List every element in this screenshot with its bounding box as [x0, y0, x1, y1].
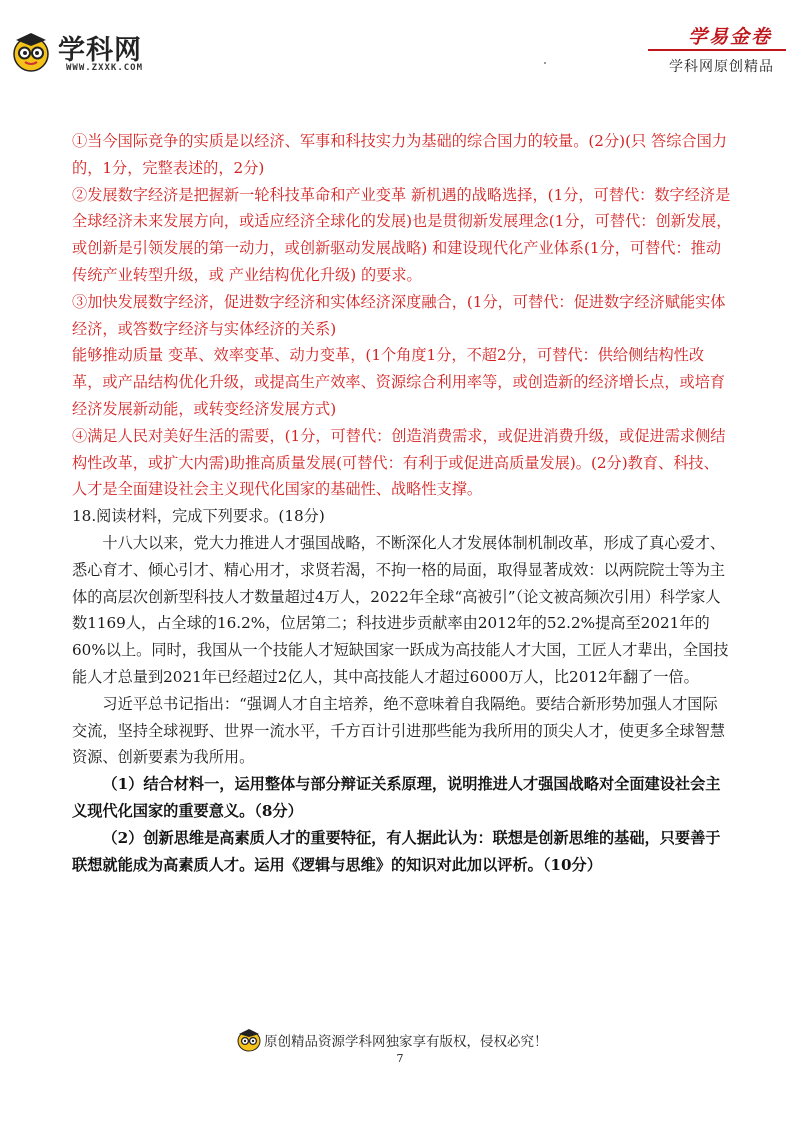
page-content [72, 128, 732, 878]
mascot-icon [10, 30, 52, 72]
answer-paragraph-3: ③加快发展数字经济，促进数字经济和实体经济深度融合，(1分，可替代：促进数字经济赋能实体经济，或答数字经济与实体经济的关系) [72, 292, 726, 338]
zxxk-logo[interactable] [10, 30, 170, 76]
question-material [72, 530, 732, 771]
brand-title: 学易金卷 [687, 26, 772, 48]
logo-url: WWW.ZXXK.COM [66, 63, 144, 73]
answer-paragraph-2: ②发展数字经济是把握新一轮科技革命和产业变革 新机遇的战略选择，(1分，可替代：数字经济是全球经济未来发展方向，或适应经济全球化的发展)也是贯彻新发展理念(1分，可替代：创新发展，或创新是引领发展的第一动力，或创新驱动发展战略) 和建设现代化产业体系(1分，可替代：推动传统产业转型升级，或 产业结构优化升级) 的要求。 [72, 185, 732, 284]
material-paragraph-2: 习近平总书记指出：“强调人才自主培养，绝不意味着自我隔绝。要结合新形势加强人才国际交流，坚持全球视野、世界一流水平，千方百计引进那些能为我所用的顶尖人才，使更多全球智慧资源、创新要素为我所用。 [72, 694, 726, 767]
header-dot [544, 62, 546, 64]
answer-paragraph-5: ④满足人民对美好生活的需要，(1分，可替代：创造消费需求，或促进消费升级，或促进需求侧结构性改革，或扩大内需)助推高质量发展(可替代：有利于或促进高质量发展)。(2分)教育、科技、人才是全面建设社会主义现代化国家的基础性、战略性支撑。 [72, 426, 726, 499]
requirement-2: （2）创新思维是高素质人才的重要特征，有人据此认为：联想是创新思维的基础，只要善于联想就能成为高素质人才。运用《逻辑与思维》的知识对此加以评析。（10分） [72, 828, 721, 874]
logo-text: 学科网 [58, 35, 142, 66]
page-number: 7 [396, 1052, 404, 1065]
material-paragraph-1: 十八大以来，党大力推进人才强国战略，不断深化人才发展体制机制改革，形成了真心爱才、悉心育才、倾心引才、精心用才，求贤若渴，不拘一格的局面，取得显著成效：以两院院士等为主体的高层次创新型科技人才数量超过4万人，2022年全球“高被引”（论文被高频次引用）科学家人数1169人，占全球的16.2%，位居第二；科技进步贡献率由2012年的52.2%提高至2021年的60%以上。同时，我国从一个技能人才短缺国家一跃成为高技能人才大国，工匠人才辈出，全国技能人才总量到2021年已经超过2亿人，其中高技能人才超过6000万人，比2012年翻了一倍。 [72, 533, 729, 686]
answer-section [72, 128, 732, 503]
answer-paragraph-1: ①当今国际竞争的实质是以经济、军事和科技实力为基础的综合国力的较量。(2分)(只 答综合国力的，1分，完整表述的，2分) [72, 132, 727, 177]
requirement-1: （1）结合材料一，运用整体与部分辩证关系原理，说明推进人才强国战略对全面建设社会主义现代化国家的重要意义。（8分） [72, 775, 721, 820]
page-header [0, 0, 800, 100]
answer-paragraph-4: 能够推动质量 变革、效率变革、动力变革，(1个角度1分，不超2分，可替代：供给侧结构性改革，或产品结构优化升级，或提高生产效率、资源综合利用率等，或创造新的经济增长点，或培育经济发展新动能，或转变经济发展方式) [72, 346, 726, 418]
brand-divider [648, 49, 786, 51]
question-title: 18.阅读材料，完成下列要求。(18分) [72, 507, 325, 526]
question-requirements [72, 771, 732, 878]
copyright-notice: 原创精品资源学科网独家享有版权，侵权必究！ [264, 1034, 548, 1050]
mascot-icon [236, 1028, 262, 1052]
brand-subtitle: 学科网原创精品 [669, 59, 774, 75]
